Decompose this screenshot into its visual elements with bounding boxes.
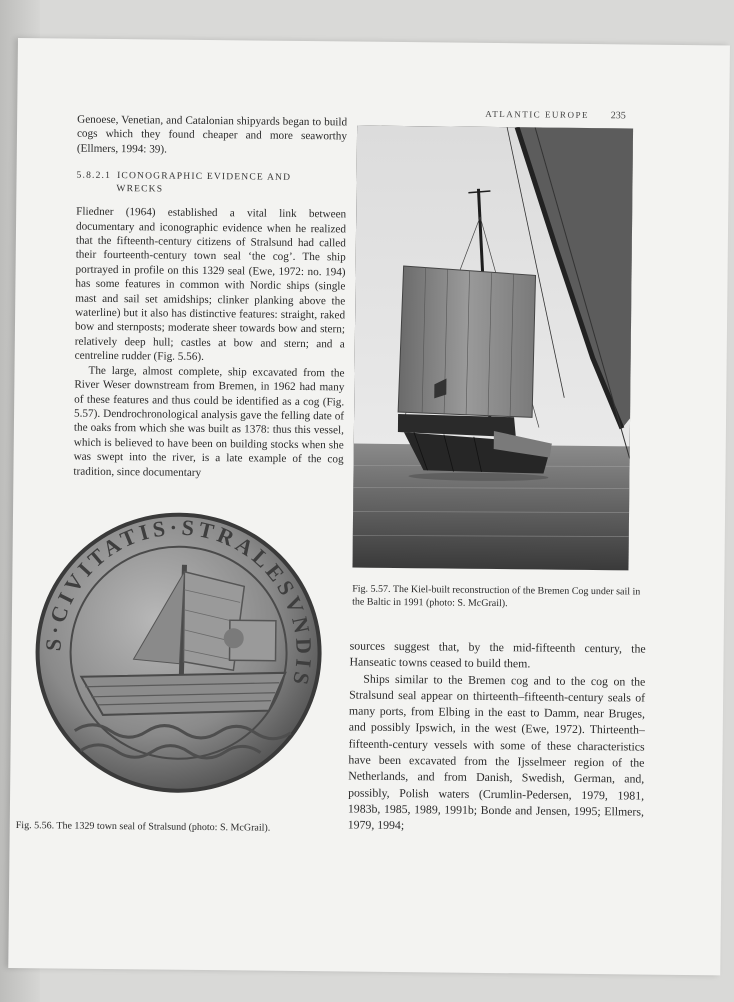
section-number: 5.8.2.1 bbox=[76, 170, 112, 182]
seal-inscription: S·CIVITATIS·STRALESVNDIS bbox=[40, 514, 317, 691]
paragraph-4: Ships similar to the Bremen cog and to the cog on the Stralsund seal appear on thirteenth–fifteenth-century seals of many ports, from Elbing in the east to Damm, near Bruges, and possibly Ipswich, in the west (Ewe, 1972). Thirteenth–fifteenth-century vessels with some of these characteristics have been excavated from the Ijsselmeer region of the Netherlands, and from Danish, Swedish, German, and, possibly, Polish waters (Crumlin-Pedersen, 1979, 1981, 1983b, 1985, 1989, 1991b; Bonde and Jensen, 1995; Ellmers, 1979, 1994; bbox=[347, 671, 646, 833]
page-number: 235 bbox=[610, 110, 626, 122]
cog-photo-drawing bbox=[352, 126, 633, 571]
book-page bbox=[8, 38, 730, 975]
paragraph-2: The large, almost complete, ship excavated from the River Weser downstream from Bremen, in 1962 had many of these features and thus could be identified as a cog (Fig. 5.57). Dendrochronological analysis gave the felling date of the oaks from which she was built as 1378: thus this vessel, which is believed to have been on building stocks when she was swept into the river, is a late example of the cog tradition, since documentary bbox=[73, 364, 345, 479]
running-head bbox=[485, 109, 626, 121]
figure-557-caption: Fig. 5.57. The Kiel-built reconstruction of the Bremen Cog under sail in the Baltic in 1991 (photo: S. McGrail). bbox=[352, 583, 641, 609]
stralsund-seal-photo bbox=[32, 508, 325, 797]
paragraph-3: sources suggest that, by the mid-fifteenth century, the Hanseatic towns ceased to build them. bbox=[349, 638, 646, 671]
paragraph-1: Fliedner (1964) established a vital link between documentary and iconographic evidence when he realized that the fifteenth-century citizens of Stralsund had called their fourteenth-century town seal ‘the cog’. The ship portrayed in profile on this 1329 seal (Ewe, 1972: no. 194) has some features in common with Nordic ships (single mast and sail set amidships; clinker planking above the waterline) but it also has distinctive features: straight, raked bow and sternposts; moderate sheer towards bow and stern; relatively deep hull; castles at bow and stern; and a centreline rudder (Fig. 5.56). bbox=[74, 205, 347, 364]
figure-556-caption: Fig. 5.56. The 1329 town seal of Stralsund (photo: S. McGrail). bbox=[15, 820, 271, 834]
left-text-column bbox=[73, 113, 347, 482]
section-title-line2: WRECKS bbox=[116, 184, 164, 195]
section-heading bbox=[76, 170, 346, 199]
intro-paragraph: Genoese, Venetian, and Catalonian shipyards began to build cogs which they found cheaper and more seaworthy (Ellmers, 1994: 39). bbox=[76, 113, 348, 156]
section-title-line1: ICONOGRAPHIC EVIDENCE AND bbox=[117, 171, 292, 184]
bremen-cog-photo bbox=[352, 126, 633, 571]
running-head-title: ATLANTIC EUROPE bbox=[485, 108, 590, 120]
right-text-column bbox=[348, 638, 646, 837]
seal-drawing bbox=[32, 508, 325, 797]
